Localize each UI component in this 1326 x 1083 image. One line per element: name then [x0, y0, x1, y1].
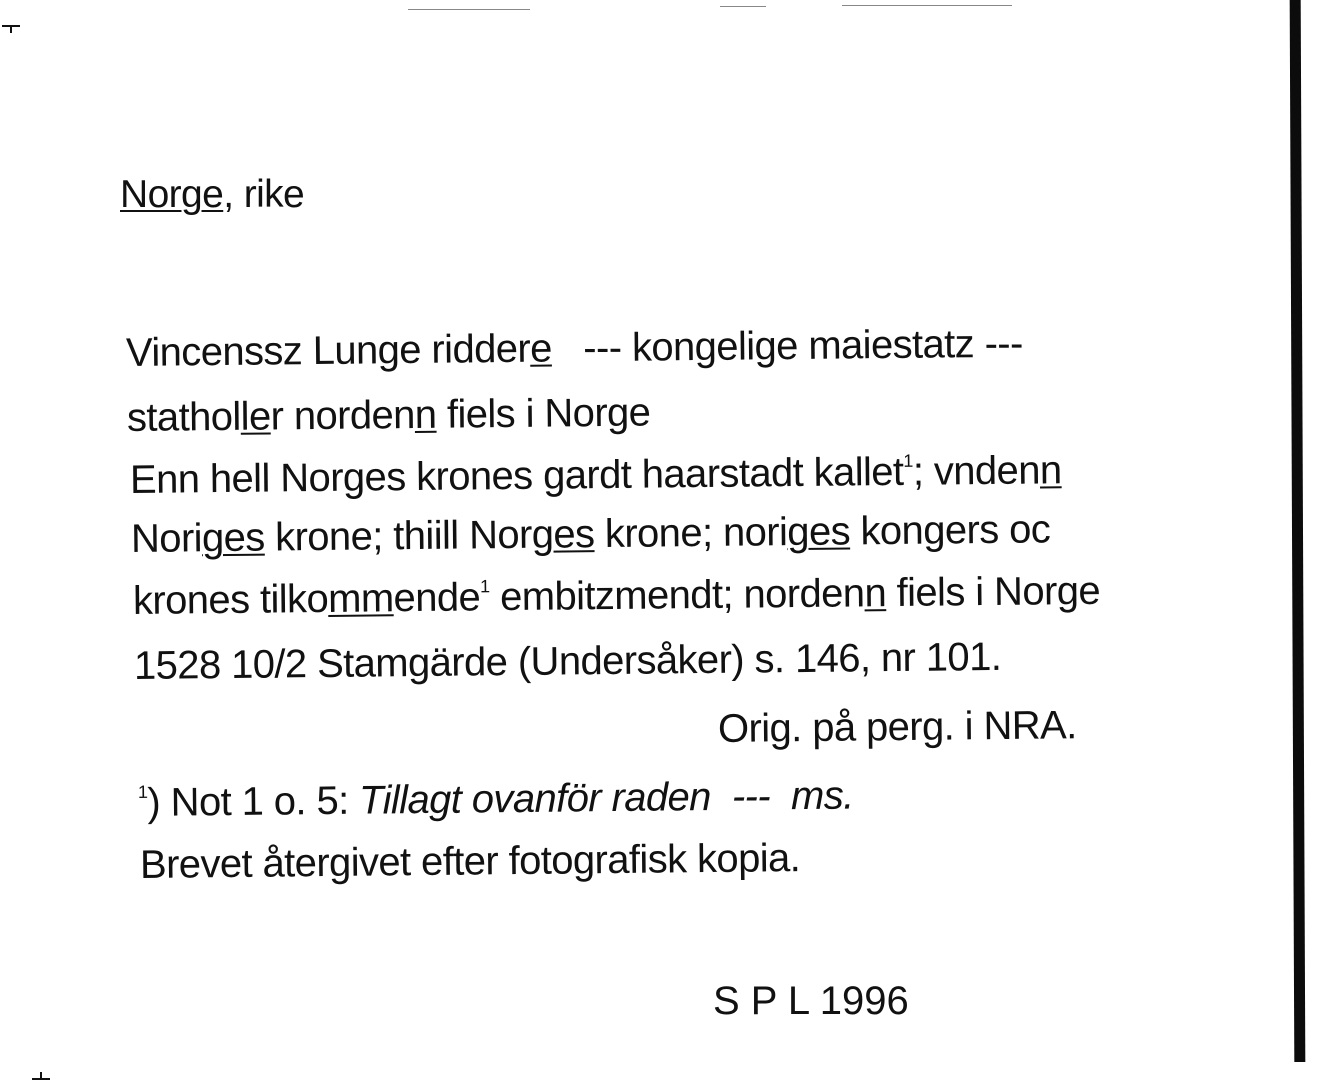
entry-line-4 — [131, 506, 1051, 562]
heading-rest: , rike — [223, 173, 305, 216]
scan-speck — [842, 5, 1012, 6]
underlined-run: n — [1039, 448, 1062, 493]
text-run: ende — [393, 575, 481, 621]
text-run: Nori — [130, 516, 203, 561]
signature: S P L 1996 — [713, 979, 909, 1023]
entry-line-2 — [127, 390, 651, 441]
text-run: krone; thiill Norg — [264, 512, 554, 560]
underlined-run: ges — [787, 509, 851, 555]
original-location: Orig. på perg. i NRA. — [717, 703, 1077, 751]
card-heading — [120, 172, 304, 218]
text-run: fiels i Norge — [885, 568, 1101, 616]
source-citation: 1528 10/2 Stamgärde (Undersåker) s. 146, nr 101. — [133, 634, 1002, 688]
entry-line-1 — [126, 321, 1023, 376]
underlined-run: es — [553, 512, 595, 557]
text-run: kongers oc — [849, 507, 1051, 554]
scan-speck — [720, 6, 766, 7]
underlined-run: mm — [327, 576, 394, 621]
crop-mark-bottom-left — [32, 1078, 50, 1080]
text-run: ; vnden — [912, 448, 1041, 494]
text-run: embitzmendt; norden — [489, 571, 865, 620]
scan-speck — [408, 9, 530, 10]
footnote-marker: 1 — [479, 576, 490, 597]
text-run: stathol — [126, 394, 241, 440]
underlined-run: n — [864, 571, 887, 616]
entry-line-5 — [133, 568, 1100, 624]
text-run: krone; nori — [594, 510, 788, 557]
footnote-marker: 1 — [137, 781, 148, 803]
underlined-run: e — [529, 326, 552, 371]
copy-note: Brevet återgivet efter fotografisk kopia. — [139, 836, 801, 887]
text-run: Enn hell Norges krones gardt haarstadt kallet — [129, 449, 904, 502]
footnote-1 — [138, 773, 854, 826]
underlined-run: n — [414, 392, 437, 437]
footnote-marker: 1 — [903, 450, 913, 471]
crop-mark-top-left — [2, 25, 20, 27]
heading-place: Norge — [120, 173, 224, 216]
text-run: r norden — [270, 392, 415, 439]
underlined-run: ges — [201, 515, 265, 561]
text-run: Vincenssz Lunge ridder — [125, 326, 531, 375]
text-run: --- kongelige maiestatz --- — [551, 321, 1023, 371]
underlined-run: le — [240, 394, 271, 439]
scan-edge-shadow — [1290, 0, 1306, 1062]
entry-line-3 — [130, 447, 1062, 503]
italic-run: Tillagt ovanför raden --- ms. — [358, 773, 854, 823]
text-run: fiels i Norge — [436, 390, 651, 437]
text-run: krones tilko — [132, 576, 329, 623]
text-run: ) Not 1 o. 5: — [147, 778, 360, 825]
